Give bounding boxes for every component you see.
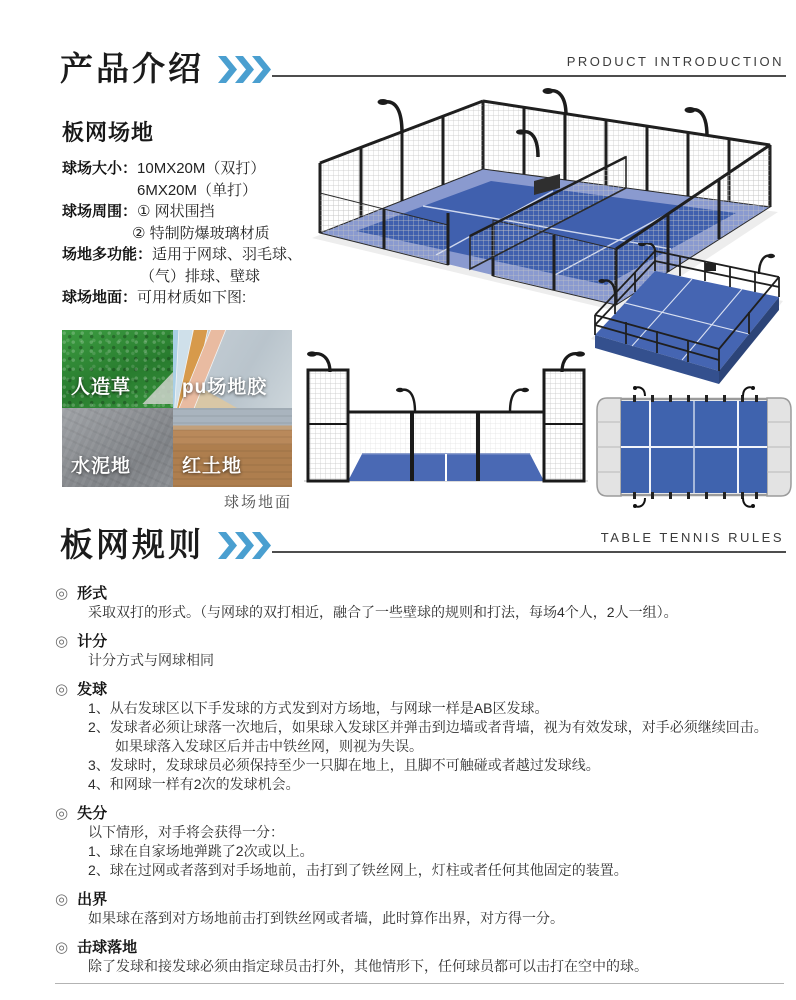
- rule-line: 除了发球和接发球必须由指定球员击打外，其他情形下，任何球员都可以击打在空中的球。: [88, 958, 648, 974]
- rule-line: 如果球在落到对方场地前击打到铁丝网或者墙，此时算作出界，对方得一分。: [88, 910, 564, 926]
- material-label: pu场地胶: [182, 377, 268, 398]
- spec-value: （气）排球、壁球: [140, 267, 261, 285]
- rule-item: [55, 680, 784, 794]
- rule-heading: 计分: [77, 633, 108, 650]
- header-english-label: TABLE TENNIS RULES: [600, 530, 784, 545]
- rule-heading: 出界: [77, 891, 108, 908]
- spec-line: [62, 287, 322, 309]
- page-bottom-divider: [55, 983, 784, 984]
- double-circle-bullet-icon: ◎: [55, 585, 69, 602]
- spec-line: [62, 244, 322, 266]
- triple-chevron-icon: [218, 56, 272, 88]
- header-rule-line: [272, 75, 786, 77]
- spec-value: 适用于网球、羽毛球、: [152, 246, 303, 263]
- material-label: 水泥地: [71, 456, 132, 477]
- material-red-clay-image: [173, 408, 292, 487]
- rule-line: 采取双打的形式。（与网球的双打相近，融合了一些壁球的规则和打法，每场4个人，2人一组）。: [88, 604, 678, 620]
- spec-value: 10MX20M（双打）: [137, 160, 266, 177]
- spec-value: ② 特制防爆玻璃材质: [132, 224, 270, 242]
- spec-label: 球场地面：: [62, 289, 138, 306]
- header-english-label: PRODUCT INTRODUCTION: [566, 54, 784, 69]
- header-rule-line: [272, 551, 786, 553]
- double-circle-bullet-icon: ◎: [55, 891, 69, 908]
- materials-caption: 球场地面: [223, 494, 292, 511]
- triple-chevron-icon: [218, 532, 272, 564]
- rule-line: 4、和网球一样有2次的发球机会。: [88, 776, 300, 792]
- rule-line: 2、球在过网或者落到对手场地前，击打到了铁丝网上，灯柱或者任何其他固定的装置。: [88, 862, 628, 878]
- court-section-heading: 板网场地: [62, 120, 155, 145]
- spec-label: 球场大小：: [62, 160, 138, 177]
- padel-court-top-angle-image: [583, 243, 793, 395]
- spec-value: 可用材质如下图:: [137, 289, 247, 306]
- padel-court-front-view-image: [300, 348, 592, 490]
- spec-line: [62, 266, 322, 288]
- padel-court-plan-view-image: [593, 386, 795, 508]
- rules-header: [60, 528, 786, 568]
- rules-title: 板网规则: [60, 526, 204, 563]
- spec-line: [62, 201, 322, 223]
- rule-line: 如果球落入发球区后并击中铁丝网，则视为失误。: [115, 738, 423, 754]
- spec-line: [62, 158, 322, 180]
- spec-line: [62, 223, 322, 245]
- rule-line: 以下情形，对手将会获得一分：: [88, 824, 284, 840]
- spec-label: 场地多功能：: [62, 246, 153, 263]
- material-label: 人造草: [71, 377, 132, 398]
- rule-item: [55, 890, 784, 928]
- rule-item: [55, 938, 784, 976]
- page-title: 产品介绍: [60, 50, 204, 87]
- court-spec-list: [62, 158, 322, 309]
- rule-line: 2、发球者必须让球落一次地后，如果球入发球区并弹击到边墙或者背墙，视为有效发球，对手必须继续回击。: [88, 719, 768, 735]
- rule-heading: 失分: [77, 805, 108, 822]
- rule-heading: 发球: [77, 681, 108, 698]
- rule-item: [55, 804, 784, 880]
- material-cement-image: [62, 408, 173, 487]
- material-label: 红土地: [182, 456, 243, 477]
- rule-heading: 击球落地: [77, 939, 138, 956]
- double-circle-bullet-icon: ◎: [55, 939, 69, 956]
- spec-value: ① 网状围挡: [137, 203, 215, 220]
- spec-label: 球场周围：: [62, 203, 138, 220]
- rule-line: 1、从右发球区以下手发球的方式发到对方场地，与网球一样是AB区发球。: [88, 700, 549, 716]
- double-circle-bullet-icon: ◎: [55, 805, 69, 822]
- material-artificial-grass-image: [62, 330, 173, 408]
- rule-line: 3、发球时，发球球员必须保持至少一只脚在地上，且脚不可触碰或者越过发球线。: [88, 757, 600, 773]
- court-surface-material-grid: [62, 330, 292, 487]
- rule-item: [55, 632, 784, 670]
- rule-line: 计分方式与网球相同: [88, 652, 214, 668]
- spec-value: 6MX20M（单打）: [137, 181, 258, 199]
- spec-line: [62, 180, 322, 202]
- rule-heading: 形式: [77, 585, 108, 602]
- double-circle-bullet-icon: ◎: [55, 681, 69, 698]
- rules-list: [55, 584, 784, 986]
- rule-item: [55, 584, 784, 622]
- material-pu-surface-image: [173, 330, 292, 408]
- double-circle-bullet-icon: ◎: [55, 633, 69, 650]
- rule-line: 1、球在自家场地弹跳了2次或以上。: [88, 843, 314, 859]
